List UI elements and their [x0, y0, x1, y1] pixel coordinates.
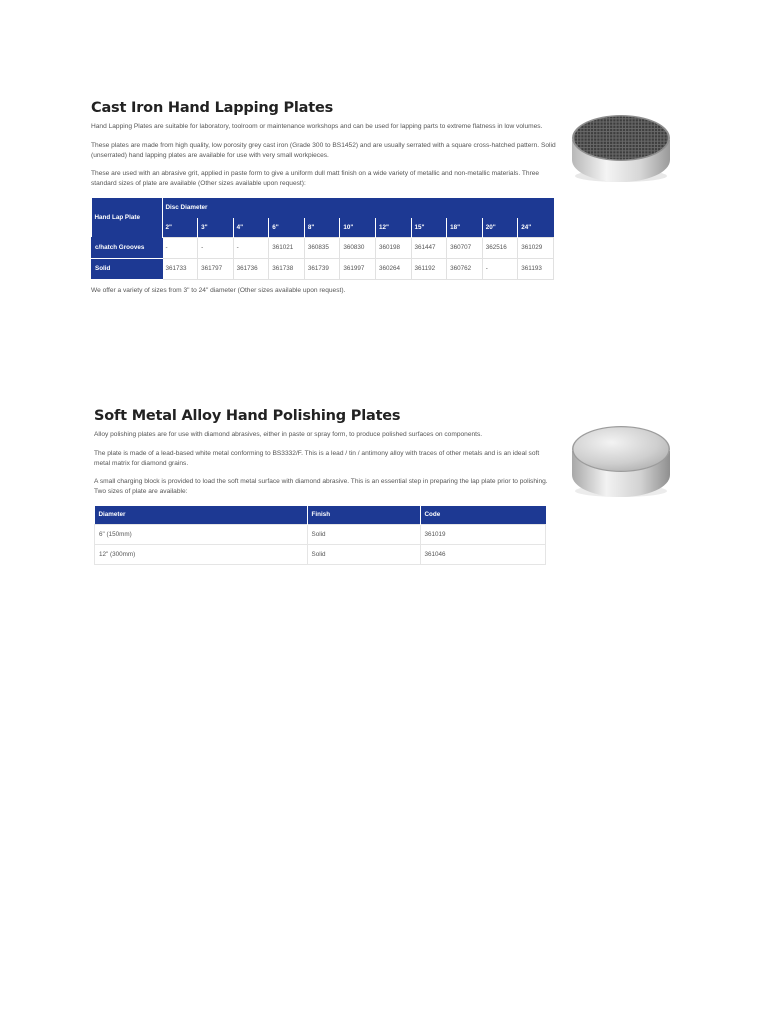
table-cell: 360198: [375, 237, 411, 258]
cast-iron-plate-image: [568, 106, 674, 186]
table-cell: 361739: [304, 258, 340, 279]
soft-metal-paragraph-2: The plate is made of a lead-based white metal conforming to BS3332/F. This is a lead / tin / antimony alloy with traces of other metals and is an ideal soft metal matrix for diamond grains.: [94, 449, 540, 467]
soft-metal-section: [94, 408, 549, 565]
cast-iron-title: Cast Iron Hand Lapping Plates: [91, 100, 334, 116]
diameter-col-header: 4": [233, 218, 269, 238]
table-cell: 360762: [447, 258, 483, 279]
table-cell: 362516: [482, 237, 518, 258]
table-cell: 360830: [340, 237, 376, 258]
table-cell: 361192: [411, 258, 447, 279]
soft-metal-title: Soft Metal Alloy Hand Polishing Plates: [94, 408, 401, 424]
table-cell: 12" (300mm): [95, 544, 308, 564]
diameter-col-header: 3": [198, 218, 234, 238]
cast-iron-paragraph-3: These are used with an abrasive grit, applied in paste form to give a uniform dull matt finish on a wide variety of metallic and non-metallic materials. Three standard sizes of plate are available (Other sizes available upon request):: [91, 170, 540, 188]
table-cell: 361019: [420, 524, 546, 544]
diameter-header: Diameter: [95, 506, 308, 525]
table-row: [95, 544, 546, 564]
diameter-col-header: 8": [304, 218, 340, 238]
table-cell: 361736: [233, 258, 269, 279]
table-cell: 6" (150mm): [95, 524, 308, 544]
hand-lap-plate-header: Hand Lap Plate: [92, 198, 163, 238]
code-header: Code: [420, 506, 546, 525]
table-cell: 361997: [340, 258, 376, 279]
diameter-col-header: 24": [518, 218, 554, 238]
table-row: [95, 524, 546, 544]
table-cell: 361029: [518, 237, 554, 258]
table-cell: 361193: [518, 258, 554, 279]
table-row: [92, 258, 554, 279]
table-header-row: [95, 506, 546, 525]
table-cell: 361738: [269, 258, 305, 279]
table-cell: 361733: [162, 258, 198, 279]
table-cell: 361797: [198, 258, 234, 279]
cast-iron-table: [91, 198, 554, 280]
table-cell: 360835: [304, 237, 340, 258]
diameter-col-header: 20": [482, 218, 518, 238]
cast-iron-note: We offer a variety of sizes from 3" to 24" diameter (Other sizes available upon request).: [91, 286, 346, 294]
diameter-col-header: 10": [340, 218, 376, 238]
diameter-col-header: 12": [375, 218, 411, 238]
table-cell: Solid: [307, 544, 420, 564]
table-cell: -: [162, 237, 198, 258]
soft-metal-table: [94, 506, 546, 565]
table-cell: 361046: [420, 544, 546, 564]
table-row: [92, 237, 554, 258]
row-label: Solid: [92, 258, 163, 279]
table-cell: 360264: [375, 258, 411, 279]
table-cell: Solid: [307, 524, 420, 544]
soft-metal-plate-image: [568, 417, 674, 501]
soft-metal-paragraph-3: A small charging block is provided to load the soft metal surface with diamond abrasive. This is an essential step in preparing the lap plate prior to polishing. Two sizes of plate are available:: [94, 478, 548, 496]
diameter-col-header: 18": [447, 218, 483, 238]
table-cell: 361447: [411, 237, 447, 258]
table-cell: -: [233, 237, 269, 258]
table-cell: -: [198, 237, 234, 258]
table-header-row: [92, 198, 554, 218]
table-cell: 361021: [269, 237, 305, 258]
finish-header: Finish: [307, 506, 420, 525]
cast-iron-paragraph-2: These plates are made from high quality, low porosity grey cast iron (Grade 300 to BS1452) and are usually serrated with a square cross-hatched pattern. Solid (unserrated) hand lapping plates are available for use with very small workpieces.: [91, 141, 556, 159]
table-cell: -: [482, 258, 518, 279]
cast-iron-paragraph-1: Hand Lapping Plates are suitable for laboratory, toolroom or maintenance workshops and can be used for lapping parts to extreme flatness in low volumes.: [91, 123, 543, 130]
diameter-col-header: 6": [269, 218, 305, 238]
soft-metal-paragraph-1: Alloy polishing plates are for use with diamond abrasives, either in paste or spray form, to produce polished surfaces on components.: [94, 431, 483, 438]
disc-diameter-header: Disc Diameter: [162, 198, 554, 218]
row-label: c/hatch Grooves: [92, 237, 163, 258]
diameter-col-header: 15": [411, 218, 447, 238]
diameter-col-header: 2": [162, 218, 198, 238]
table-cell: 360707: [447, 237, 483, 258]
cast-iron-section: [91, 100, 556, 305]
